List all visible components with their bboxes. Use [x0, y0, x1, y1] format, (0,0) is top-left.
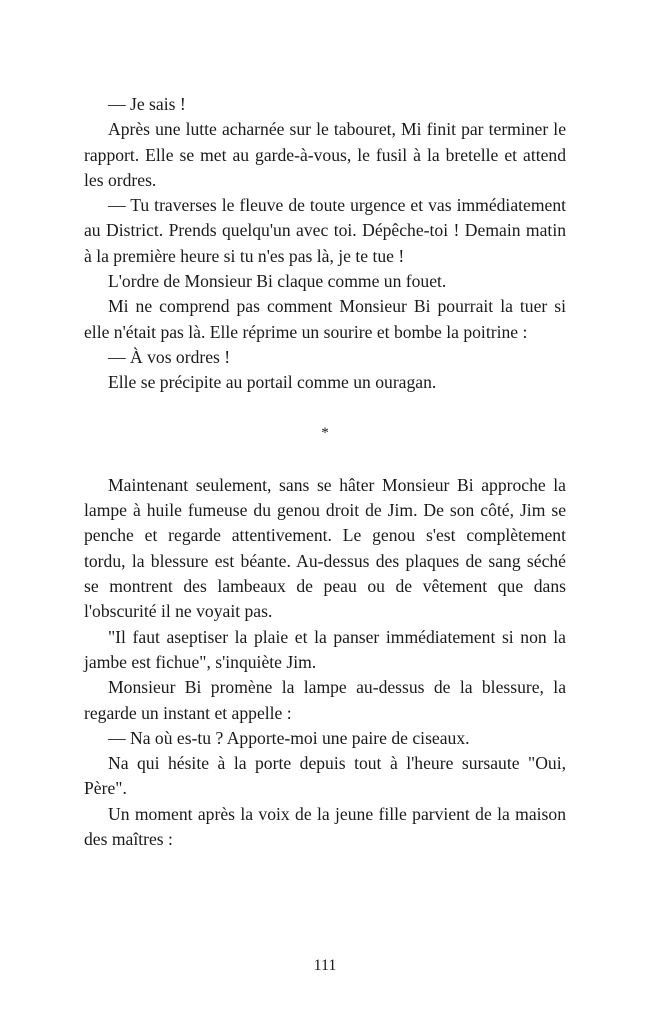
section-2 [84, 473, 566, 852]
paragraph: — Tu traverses le fleuve de toute urgence et vas immédiatement au District. Prends quelqu'un avec toi. Dépêche-toi ! Demain matin à la première heure si tu n'es pas là, je te tue ! [84, 195, 566, 266]
paragraph: "Il faut aseptiser la plaie et la panser immédiatement si non la jambe est fichue", s'inquiète Jim. [84, 626, 566, 672]
paragraph: — Je sais ! [108, 94, 186, 114]
section-separator: * [321, 424, 329, 441]
paragraph: Monsieur Bi promène la lampe au-dessus de la blessure, la regarde un instant et appelle : [84, 677, 566, 723]
paragraph: Un moment après la voix de la jeune fille parvient de la maison des maîtres : [84, 803, 566, 850]
paragraph: Na qui hésite à la porte depuis tout à l'heure sursaute "Oui, Père". [84, 753, 566, 799]
paragraph: Maintenant seulement, sans se hâter Monsieur Bi approche la lampe à huile fumeuse du genou droit de Jim. De son côté, Jim se penche et regarde attentivement. Le genou s'est complètement tordu, la blessure est béante. Au-dessus des plaques de sang séché se montrent des lambeaux de peau ou de vêtement que dans l'obscurité il ne voyait pas. [84, 474, 566, 622]
paragraph: Mi ne comprend pas comment Monsieur Bi pourrait la tuer si elle n'était pas là. Elle réprime un sourire et bombe la poitrine : [84, 296, 566, 342]
page-body [84, 92, 566, 852]
paragraph: — Na où es-tu ? Apporte-moi une paire de ciseaux. [108, 727, 470, 748]
section-1 [84, 92, 566, 396]
paragraph: — À vos ordres ! [108, 346, 231, 367]
paragraph: L'ordre de Monsieur Bi claque comme un fouet. [108, 271, 447, 292]
page-number: 111 [313, 957, 337, 974]
paragraph: Elle se précipite au portail comme un ouragan. [108, 372, 437, 393]
paragraph: Après une lutte acharnée sur le tabouret, Mi finit par terminer le rapport. Elle se met au garde-à-vous, le fusil à la bretelle et attend les ordres. [84, 119, 566, 190]
